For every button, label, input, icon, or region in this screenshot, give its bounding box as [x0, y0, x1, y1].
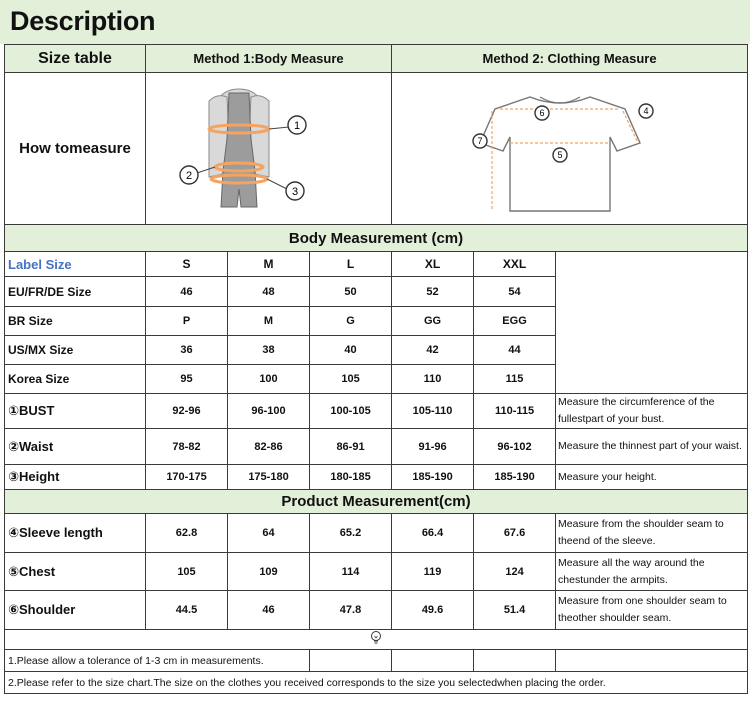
cell-value: 67.6 [474, 514, 556, 553]
cell-value: 82-86 [228, 429, 310, 465]
measure-note: Measure your height. [556, 465, 748, 490]
cell-value: 185-190 [474, 465, 556, 490]
footnote-tolerance: 1.Please allow a tolerance of 1-3 cm in measurements. [5, 650, 310, 672]
cell-value: 36 [146, 336, 228, 365]
cell-value: 92-96 [146, 394, 228, 429]
cell-value: M [228, 307, 310, 336]
label-size-header: Label Size [5, 252, 146, 277]
row-label: ①BUST [5, 394, 146, 429]
row-label: Korea Size [5, 365, 146, 394]
body-figure-cell [146, 73, 392, 225]
cell-value: 175-180 [228, 465, 310, 490]
cell-value: 46 [146, 277, 228, 307]
cell-value: 48 [228, 277, 310, 307]
cell-value: 51.4 [474, 591, 556, 630]
cell-value: 170-175 [146, 465, 228, 490]
shirt-marker-4-label: 4 [643, 105, 649, 116]
footnote-size-chart: 2.Please refer to the size chart.The size on the clothes you received corresponds to the size you selectedwhen placing the order. [5, 672, 748, 694]
table-row-height [5, 465, 748, 490]
row-label: EU/FR/DE Size [5, 277, 146, 307]
cell-value: 64 [228, 514, 310, 553]
method1-header: Method 1:Body Measure [146, 45, 392, 73]
shirt-marker-6-label: 6 [539, 107, 545, 118]
blank-cell [392, 650, 474, 672]
size-xl-header: XL [392, 252, 474, 277]
cell-value: 86-91 [310, 429, 392, 465]
cell-value: GG [392, 307, 474, 336]
cell-value: 42 [392, 336, 474, 365]
cell-value: 44.5 [146, 591, 228, 630]
cell-value: 47.8 [310, 591, 392, 630]
blank-note-cell [556, 252, 748, 394]
row-label: ②Waist [5, 429, 146, 465]
cell-value: 105 [146, 553, 228, 591]
cell-value: 114 [310, 553, 392, 591]
cell-value: 124 [474, 553, 556, 591]
shirt-marker-5-label: 5 [557, 149, 563, 160]
table-row-waist [5, 429, 748, 465]
size-m-header: M [228, 252, 310, 277]
measure-note: Measure the circumference of the fullestpart of your bust. [556, 394, 748, 429]
row-label: ⑤Chest [5, 553, 146, 591]
cell-value: 96-100 [228, 394, 310, 429]
cell-value: 50 [310, 277, 392, 307]
row-label: ⑥Shoulder [5, 591, 146, 630]
cell-value: 54 [474, 277, 556, 307]
body-measurement-title: Body Measurement (cm) [5, 225, 748, 252]
cell-value: 105 [310, 365, 392, 394]
blank-cell [474, 650, 556, 672]
size-xxl-header: XXL [474, 252, 556, 277]
cell-value: 185-190 [392, 465, 474, 490]
cell-value: 38 [228, 336, 310, 365]
page-title: Description [10, 6, 156, 36]
title-bar [0, 0, 750, 44]
how-to-measure-label: How tomeasure [5, 73, 146, 225]
cell-value: 40 [310, 336, 392, 365]
table-row-sleeve-length [5, 514, 748, 553]
size-s-header: S [146, 252, 228, 277]
measure-note: Measure all the way around the chestunder the armpits. [556, 553, 748, 591]
cell-value: 100-105 [310, 394, 392, 429]
row-label: ④Sleeve length [5, 514, 146, 553]
cell-value: 78-82 [146, 429, 228, 465]
cell-value: 95 [146, 365, 228, 394]
cell-value: 110-115 [474, 394, 556, 429]
blank-cell [310, 650, 392, 672]
measure-note: Measure the thinnest part of your waist. [556, 429, 748, 465]
row-label: BR Size [5, 307, 146, 336]
cell-value: G [310, 307, 392, 336]
body-marker-3-label: 3 [291, 185, 298, 198]
cell-value: 66.4 [392, 514, 474, 553]
row-label: ③Height [5, 465, 146, 490]
size-table-header: Size table [5, 45, 146, 73]
cell-value: 105-110 [392, 394, 474, 429]
measure-note: Measure from the shoulder seam to theend of the sleeve. [556, 514, 748, 553]
cell-value: 110 [392, 365, 474, 394]
lightbulb-icon [369, 630, 383, 644]
cell-value: 115 [474, 365, 556, 394]
body-measure-figure [169, 79, 369, 219]
body-marker-2-label: 2 [185, 169, 192, 182]
cell-value: 62.8 [146, 514, 228, 553]
size-table [4, 44, 748, 694]
size-l-header: L [310, 252, 392, 277]
clothing-measure-figure [460, 79, 680, 219]
blank-cell [556, 650, 748, 672]
cell-value: 180-185 [310, 465, 392, 490]
cell-value: P [146, 307, 228, 336]
measure-note: Measure from one shoulder seam to theother shoulder seam. [556, 591, 748, 630]
method2-header: Method 2: Clothing Measure [392, 45, 748, 73]
table-row-bust [5, 394, 748, 429]
cell-value: 49.6 [392, 591, 474, 630]
body-marker-1-label: 1 [293, 119, 300, 132]
cell-value: 100 [228, 365, 310, 394]
table-row-shoulder [5, 591, 748, 630]
cell-value: EGG [474, 307, 556, 336]
shirt-marker-7-label: 7 [477, 135, 483, 146]
cell-value: 52 [392, 277, 474, 307]
cell-value: 119 [392, 553, 474, 591]
table-row-chest [5, 553, 748, 591]
cell-value: 96-102 [474, 429, 556, 465]
cell-value: 44 [474, 336, 556, 365]
row-label: US/MX Size [5, 336, 146, 365]
shirt-figure-cell [392, 73, 748, 225]
lightbulb-row [5, 630, 748, 650]
cell-value: 109 [228, 553, 310, 591]
product-measurement-title: Product Measurement(cm) [5, 490, 748, 514]
cell-value: 91-96 [392, 429, 474, 465]
cell-value: 65.2 [310, 514, 392, 553]
cell-value: 46 [228, 591, 310, 630]
